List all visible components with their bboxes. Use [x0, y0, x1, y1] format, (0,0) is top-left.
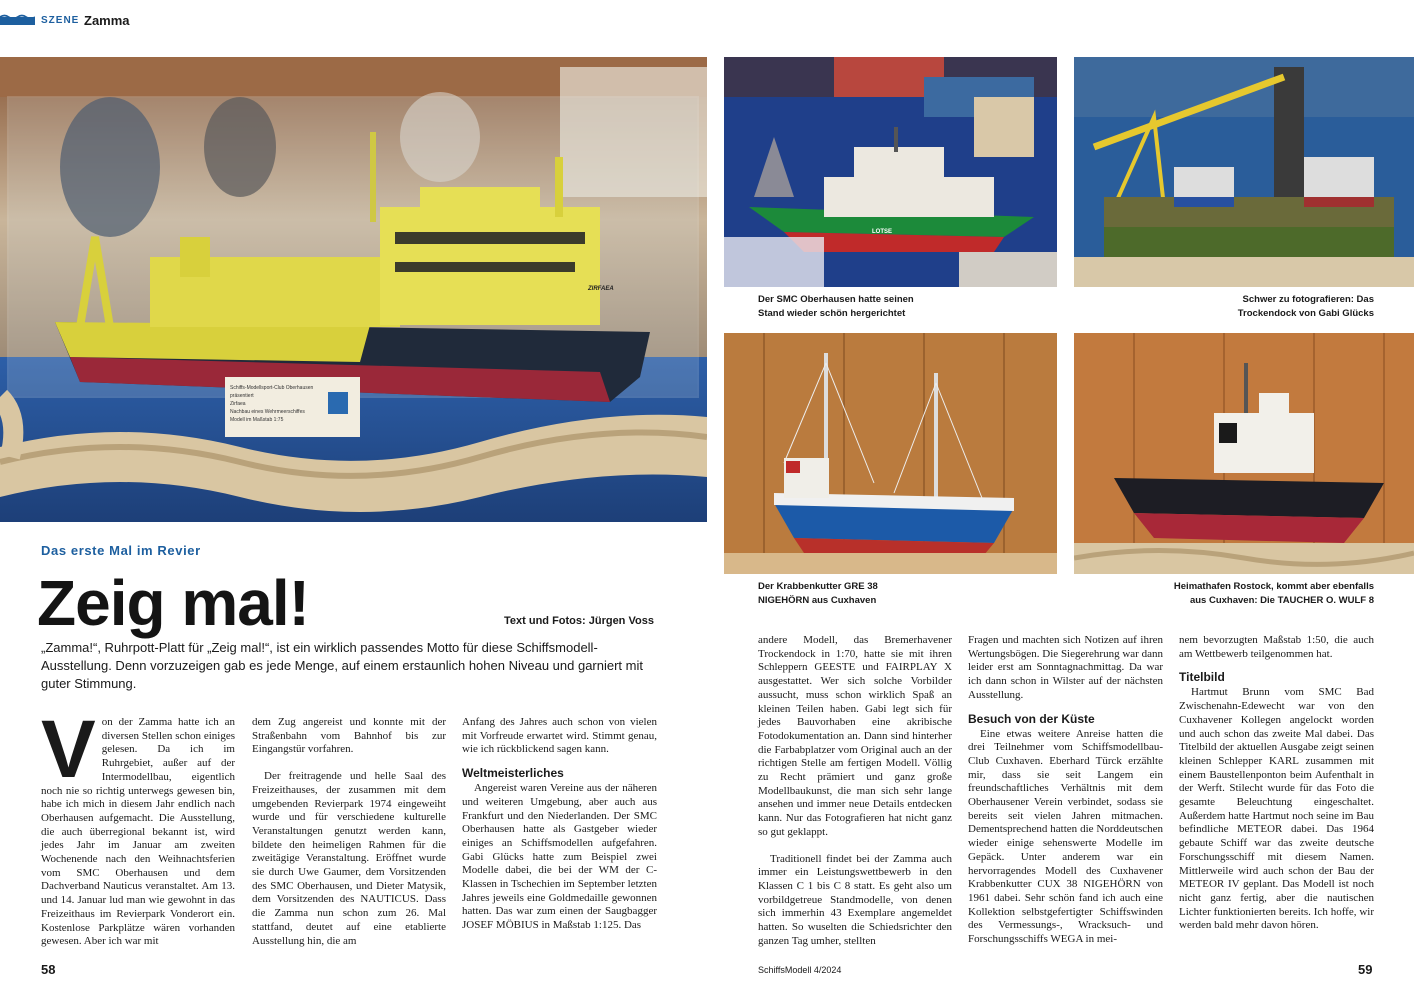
- body-paragraph: Eine etwas weitere Anreise hatten die drei Teilnehmer vom Schiffsmodellbau-Club Cuxhaven. Eberhard Türck erzählte mir, dass sie seit Langem ein freundschaftliches Verhältnis mit dem Oberhausener Verein verbindet, sodass sie bereits seit vielen Jahren mitmachen. Dementsprechend hatten die Norddeutschen wieder einige sehenswerte Modelle im Gepäck. Unter anderem war ein hervorragendes Modell des Cuxhavener Krabbenkutter CUX 38 NIGEHÖRN von 1961 dabei. Sehr schön fand ich auch eine Kollektion selbstgefertigter Schiffswinden des Vermessungs-, Wracksuch- und Forschungsschiffs WEGA in mei-: [968, 727, 1163, 946]
- model-plaque: [230, 384, 322, 424]
- caption-line: aus Cuxhaven: Die TAUCHER O. WULF 8: [1189, 595, 1374, 606]
- topic-label: Zamma: [84, 13, 130, 28]
- body-paragraph: Der freitragende und helle Saal des Freizeithauses, der zusammen mit dem umgebenden Revierpark 1974 eingeweiht wurde und für verschiedene kulturelle Veranstaltungen genutzt werden kann, bildete den heimeligen Rahmen für die zweitägige Veranstaltung. Eröffnet wurde sie durch Uwe Gaumer, dem Vorsitzenden des SMC Oberhausen, und Dieter Matysik, dem Vorsitzenden des NAUTICUS. Dass die Zamma nun schon zum 26. Mal stattfand, deutet auf eine etablierte Ausstellung hin, die am: [252, 770, 446, 947]
- ship-name-label: ZIRFAEA: [588, 286, 614, 292]
- magazine-issue: SchiffsModell 4/2024: [758, 965, 842, 975]
- body-paragraph: dem Zug angereist und konnte mit der Straßenbahn vom Bahnhof bis zur Eingangstür vorfahren.: [252, 716, 446, 756]
- photo-smc-stand: [724, 57, 1057, 287]
- caption-krabbenkutter: [758, 580, 878, 608]
- article-kicker: Das erste Mal im Revier: [41, 543, 201, 558]
- subheading-besuch-von-der-kueste: Besuch von der Küste: [968, 711, 1095, 726]
- photo-krabbenkutter: [724, 333, 1057, 574]
- article-headline: Zeig mal!: [37, 567, 309, 639]
- photo-taucher: [1074, 333, 1414, 574]
- caption-line: Heimathafen Rostock, kommt aber ebenfalls: [1173, 581, 1374, 592]
- photo-trockendock: [1074, 57, 1414, 287]
- caption-line: Der SMC Oberhausen hatte seinen: [758, 294, 914, 305]
- boat-name-label: LOTSE: [872, 229, 893, 235]
- caption-taucher: [1110, 580, 1374, 608]
- body-paragraph: nem bevorzugten Maßstab 1:50, die auch am Wettbewerb teilgenommen hat.: [1179, 634, 1374, 660]
- paragraph-text: on der Zamma hatte ich an diversen Stellen schon einiges gelesen. Da ich im Ruhrgebiet, außer auf der Intermodellbau, eigentlich noch nie so richtig unterwegs gewesen bin, habe ich mich in diesem Jahr endlich nach Oberhausen aufgemacht. Die Ausstellung, die auch überregional bekannt ist, wird jedes Jahr im Januar am zweiten Wochenende nach den Weihnachtsferien vom SMC Oberhausen und dem Dachverband Nauticus veranstaltet. Am 13. und 14. Januar lud man wie gewohnt in das Freizeithaus im Revierpark Vonderort ein. Kostenlose Parkplätze wären vorhanden gewesen. Aber ich war mit: [41, 716, 235, 948]
- body-column-6: [1179, 634, 1374, 933]
- caption-smc-stand: [758, 293, 914, 321]
- body-paragraph: Traditionell findet bei der Zamma auch immer ein Leistungswettbewerb in den Klassen C 1 bis C 8 statt. Es geht also um vorbildgetreue Standmodelle, von denen sich immerhin 43 Exemplare angemeldet hatten. So wuselten die Schiedsrichter den ganzen Tag umher, stellten: [758, 852, 952, 947]
- plaque-line: Modell im Maßstab 1:75: [230, 417, 284, 423]
- section-label: SZENE: [41, 15, 80, 26]
- body-paragraph: andere Modell, das Bremerhavener Trockendock in 1:70, hatte sie mit ihren Schleppern GEESTE und FAIRPLAY X ausgestattet. Wer sich solche Vorbilder aussucht, muss schon wirklich Spaß an kleinen Teilen haben. Gabi legt sich für jedes Bauvorhaben eine akribische Fotodokumentation an. Dann sind hinterher die Farbabplatzer vom Original auch an der richtigen Stelle am fertigen Modell. Völlig zu Recht prämiert und ganz große Modellbaukunst, die man sich sehr lange ansehen und immer neue Details entdecken kann. Nur das Fotografieren hat nicht ganz so gut geklappt.: [758, 634, 952, 838]
- subheading-weltmeisterliches: Weltmeisterliches: [462, 766, 564, 781]
- body-paragraph: [41, 704, 235, 949]
- article-byline: Text und Fotos: Jürgen Voss: [504, 615, 654, 627]
- page-number-right: 59: [1358, 962, 1373, 977]
- body-paragraph: Anfang des Jahres auch schon von vielen mit Vorfreude erwartet wird. Stimmt genau, wie ich rückblickend sagen kann.: [462, 716, 657, 756]
- body-paragraph: Hartmut Brunn vom SMC Bad Zwischenahn-Edewecht war von den Cuxhavener Kollegen angelockt worden und auch schon das zweite Mal dabei. Das Titelbild der aktuellen Ausgabe zeigt seinen kleinen Schlepper KARL zusammen mit einem Baustellenponton beim Aufenthalt in der Werft. Stilecht wurde für das Foto die gesamte Beleuchtung eingeschaltet. Außerdem hatte Hartmut noch seine im Bau befindliche METEOR dabei. Das 1964 gebaute Schiff war das zweite deutsche Forschungsschiff mit diesem Namen. Mittlerweile wird auch schon der Bau der METEOR IV geplant. Das Modell ist noch nicht ganz fertig, aber die nautischen Lichter funktionierten bereits. Ich hoffe, wir werden bald mehr davon hören.: [1179, 686, 1374, 932]
- caption-line: NIGEHÖRN aus Cuxhaven: [758, 595, 877, 606]
- article-lead: „Zamma!“, Ruhrpott-Platt für „Zeig mal!“, ist ein wirklich passendes Motto für diese Schiffsmodell-Ausstellung. Denn vorzuzeigen gab es jede Menge, auf einem erstaunlich hohen Niveau und garniert mit guter Stimmung.: [41, 640, 643, 691]
- body-column-2: [252, 716, 446, 948]
- drop-cap: V: [41, 704, 96, 795]
- section-color-bar: [0, 17, 35, 25]
- page-number-left: 58: [41, 962, 56, 977]
- body-column-5: [968, 634, 1163, 947]
- caption-line: Trockendock von Gabi Glücks: [1237, 308, 1374, 319]
- body-column-3: [462, 716, 657, 933]
- body-paragraph: Angereist waren Vereine aus der näheren und weiteren Umgebung, aber auch aus Frankfurt und den Niederlanden. Der SMC Oberhausen hatte als Gastgeber wieder einiges an Schiffsmodellen aufgefahren. Gabi Glücks hatte zum Beispiel zwei Modelle dabei, die bei der WM der C-Klassen in Tschechien im September letzten Jahres jeweils eine Goldmedaille gewonnen hatten. Das war zum einen der Saugbagger JOSEF MÖBIUS in Maßstab 1:125. Das: [462, 782, 657, 932]
- main-photo-zirfaea: [0, 57, 707, 522]
- body-paragraph: Fragen und machten sich Notizen auf ihren Wertungsbögen. Die Siegerehrung war dann leider erst am Sonntagnachmittag. Da war ich dann schon in Wilster auf der nächsten Ausstellung.: [968, 634, 1163, 701]
- caption-line: Der Krabbenkutter GRE 38: [758, 581, 878, 592]
- caption-line: Schwer zu fotografieren: Das: [1242, 294, 1374, 305]
- plaque-line: Schiffs-Modellsport-Club Oberhausen präsentiert: [230, 385, 314, 399]
- caption-trockendock: [1130, 293, 1374, 321]
- plaque-line: Zirfaea: [230, 401, 246, 407]
- body-column-4: [758, 634, 952, 948]
- plaque-line: Nachbau eines Wehrmeerschiffes: [230, 409, 305, 415]
- body-column-1: [41, 704, 235, 949]
- caption-line: Stand wieder schön hergerichtet: [758, 308, 906, 319]
- subheading-titelbild: Titelbild: [1179, 670, 1225, 685]
